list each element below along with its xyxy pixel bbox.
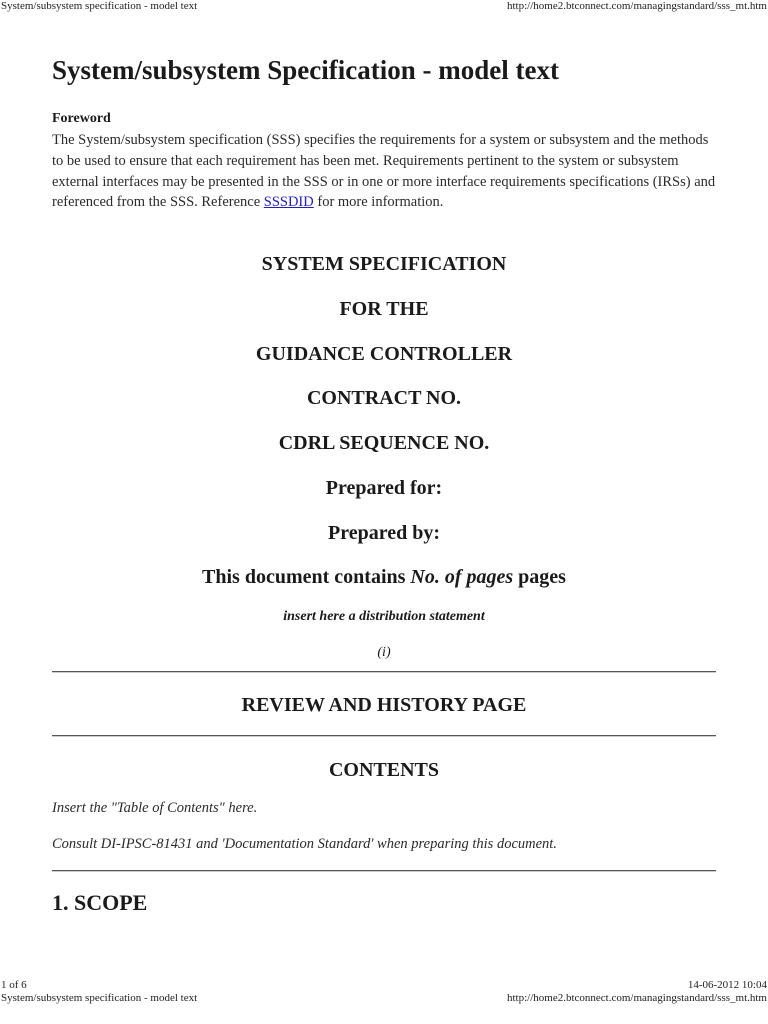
document-body: [52, 52, 716, 915]
page-count-placeholder: No. of pages: [410, 566, 514, 588]
divider: [52, 735, 716, 737]
page-count-suffix: pages: [513, 566, 566, 588]
sssdid-link[interactable]: SSSDID: [263, 194, 314, 211]
print-header: [0, 0, 768, 13]
page-title: System/subsystem Specification - model text: [52, 55, 559, 85]
cover-prepared-by: Prepared by:: [327, 522, 441, 544]
roman-page-number: (i): [377, 645, 391, 660]
foreword-heading: Foreword: [52, 111, 111, 126]
scope-heading: 1. SCOPE: [52, 890, 148, 915]
foreword-paragraph: [52, 130, 716, 213]
cover-prepared-for: Prepared for:: [325, 477, 443, 499]
cover-for-the: FOR THE: [339, 298, 429, 320]
cover-system-specification: SYSTEM SPECIFICATION: [261, 253, 507, 275]
foreword-text-end: for more information.: [313, 194, 444, 211]
print-header-title: System/subsystem specification - model text: [1, 0, 198, 12]
print-footer: [0, 979, 768, 1005]
cover-contract-no: CONTRACT NO.: [306, 387, 462, 409]
page-count-prefix: This document contains: [202, 566, 411, 588]
cover-guidance-controller: GUIDANCE CONTROLLER: [255, 343, 513, 365]
print-header-url: http://home2.btconnect.com/managingstandard/sss_mt.htm: [507, 0, 767, 12]
foreword-text-start: The System/subsystem specification (SSS) specifies the requirements for a system or subsystem and the methods to be used to ensure that each requirement has been met. Requirements pertinent to the system or subsystem external interfaces may be presented in the SSS or in one or more interface requirements specifications (IRSs) and referenced from the SSS. Reference: [52, 132, 716, 211]
contents-heading: CONTENTS: [328, 759, 440, 781]
print-datetime: 14-06-2012 10:04: [687, 979, 767, 991]
divider: [52, 870, 716, 872]
toc-instruction: Insert the "Table of Contents" here.: [52, 800, 258, 816]
print-footer-title: System/subsystem specification - model text: [1, 992, 198, 1004]
distribution-statement: insert here a distribution statement: [283, 609, 485, 624]
divider: [52, 671, 716, 673]
cover-cdrl-sequence-no: CDRL SEQUENCE NO.: [278, 432, 490, 454]
review-history-heading: REVIEW AND HISTORY PAGE: [241, 694, 527, 716]
print-footer-url: http://home2.btconnect.com/managingstandard/sss_mt.htm: [507, 992, 767, 1004]
cover-page-count: [52, 565, 716, 589]
documentation-standard-note: Consult DI-IPSC-81431 and 'Documentation Standard' when preparing this document.: [52, 836, 557, 852]
page-of-indicator: 1 of 6: [1, 979, 27, 991]
